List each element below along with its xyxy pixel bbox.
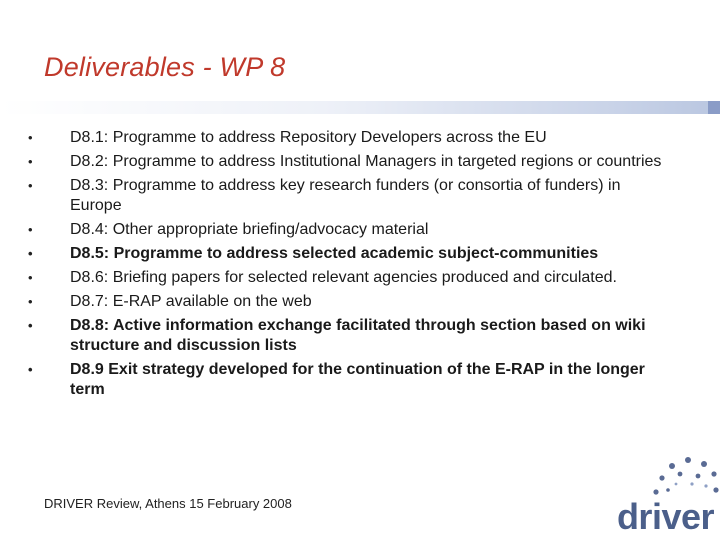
bullet-icon: • <box>28 178 33 193</box>
bullet-icon: • <box>28 318 33 333</box>
bullet-icon: • <box>28 362 33 377</box>
list-item-text: D8.8: Active information exchange facilitated through section based on wiki structure and discussion lists <box>70 317 646 354</box>
title-underline-bar <box>0 101 720 114</box>
list-item <box>26 244 676 264</box>
bullet-icon: • <box>28 154 33 169</box>
title-underline-accent <box>708 101 720 114</box>
list-item <box>26 268 676 288</box>
slide-title: Deliverables - WP 8 <box>44 52 286 82</box>
bullet-icon: • <box>28 130 33 145</box>
list-item <box>26 152 676 172</box>
list-item-text: D8.2: Programme to address Institutional Managers in targeted regions or countries <box>70 153 662 170</box>
slide-footer: DRIVER Review, Athens 15 February 2008 <box>44 496 292 511</box>
list-item-text: D8.1: Programme to address Repository Developers across the EU <box>70 129 547 146</box>
bullet-icon: • <box>28 246 33 261</box>
list-item-text: D8.7: E-RAP available on the web <box>70 293 312 310</box>
list-item <box>26 176 676 216</box>
driver-logo <box>610 440 720 540</box>
bullet-icon: • <box>28 270 33 285</box>
list-item <box>26 220 676 240</box>
deliverables-list <box>26 128 676 404</box>
list-item-text: D8.5: Programme to address selected academic subject-communities <box>70 245 599 262</box>
list-item-text: D8.9 Exit strategy developed for the continuation of the E-RAP in the longer term <box>70 361 645 398</box>
list-item <box>26 316 676 356</box>
list-item <box>26 292 676 312</box>
list-item <box>26 360 676 400</box>
list-item-text: D8.4: Other appropriate briefing/advocacy material <box>70 221 429 238</box>
list-item-text: D8.6: Briefing papers for selected relevant agencies produced and circulated. <box>70 269 617 286</box>
bullet-icon: • <box>28 294 33 309</box>
logo-text: driver <box>616 496 714 537</box>
list-item <box>26 128 676 148</box>
list-item-text: D8.3: Programme to address key research funders (or consortia of funders) in Europe <box>70 177 621 214</box>
bullet-icon: • <box>28 222 33 237</box>
